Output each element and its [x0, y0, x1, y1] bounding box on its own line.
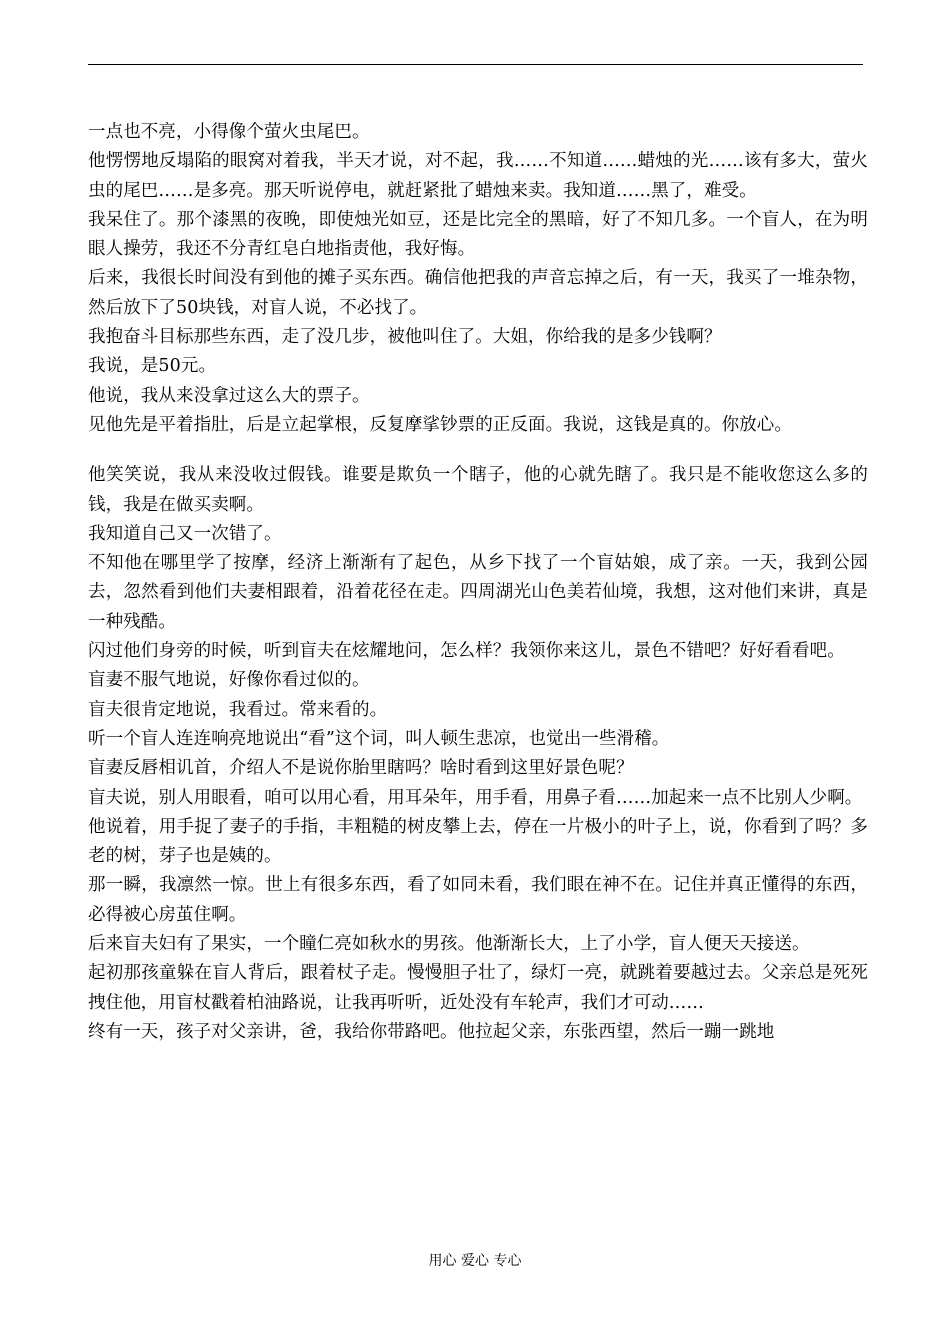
paragraph-22: 终有一天，孩子对父亲讲，爸，我给你带路吧。他拉起父亲，东张西望，然后一蹦一跳地	[88, 1021, 775, 1042]
paragraph-19: 那一瞬，我凛然一惊。世上有很多东西，看了如同未看，我们眼在神不在。记住并真正懂得的东西，必得被心房茧住啊。	[88, 875, 868, 925]
paragraph-3: 我呆住了。那个漆黑的夜晚，即使烛光如豆，还是比完全的黑暗，好了不知几多。一个盲人，在为明眼人操劳，我还不分青红皂白地指责他，我好悔。	[88, 209, 868, 260]
paragraph-13: 盲妻不服气地说，好像你看过似的。	[88, 670, 370, 691]
paragraph-1: 一点也不亮，小得像个萤火虫尾巴。	[88, 122, 370, 142]
paragraph-10: 我知道自己又一次错了。	[88, 523, 282, 544]
paragraph-4: 后来，我很长时间没有到他的摊子买东西。确信他把我的声音忘掉之后，有一天，我买了一堆杂物，然后放下了50块钱，对盲人说，不必找了。	[88, 268, 868, 318]
paragraph-2: 他愣愣地反塌陷的眼窝对着我，半天才说，对不起，我……不知道……蜡烛的光……该有多大，萤火虫的尾巴……是多亮。那天听说停电，就赶紧批了蜡烛来卖。我知道……黑了，难受。	[88, 151, 868, 201]
body-text	[88, 118, 868, 1047]
paragraph-21: 起初那孩童躲在盲人背后，跟着杖子走。慢慢胆子壮了，绿灯一亮，就跳着要越过去。父亲总是死死拽住他，用盲杖戳着柏油路说，让我再听听，近处没有车轮声，我们才可动……	[88, 963, 868, 1013]
header-rule	[88, 64, 863, 65]
paragraph-6: 我说，是50元。	[88, 356, 217, 377]
paragraph-12: 闪过他们身旁的时候，听到盲夫在炫耀地问，怎么样？我领你来这儿，景色不错吧？好好看看吧。	[88, 641, 845, 662]
paragraph-5: 我抱奋斗目标那些东西，走了没几步，被他叫住了。大姐，你给我的是多少钱啊？	[88, 327, 722, 348]
paragraph-16: 盲妻反唇相讥首，介绍人不是说你胎里瞎吗？啥时看到这里好景色呢？	[88, 758, 634, 779]
paragraph-14: 盲夫很肯定地说，我看过。常来看的。	[88, 699, 388, 720]
paragraph-17: 盲夫说，别人用眼看，咱可以用心看，用耳朵年，用手看，用鼻子看……加起来一点不比别人少啊。	[88, 787, 863, 808]
paragraph-15: 听一个盲人连连响亮地说出“看”这个词，叫人顿生悲凉，也觉出一些滑稽。	[88, 728, 670, 749]
paragraph-7: 他说，我从来没拿过这么大的票子。	[88, 385, 370, 406]
paragraph-9: 他笑笑说，我从来没收过假钱。谁要是欺负一个瞎子，他的心就先瞎了。我只是不能收您这么多的钱，我是在做买卖啊。	[88, 465, 868, 515]
paragraph-8: 见他先是平着指肚，后是立起掌根，反复摩挲钞票的正反面。我说，这钱是真的。你放心。	[88, 414, 792, 435]
page-footer: 用心 爱心 专心	[428, 1253, 522, 1269]
paragraph-20: 后来盲夫妇有了果实，一个瞳仁亮如秋水的男孩。他渐渐长大，上了小学，盲人便天天接送。	[88, 934, 810, 955]
paragraph-18: 他说着，用手捉了妻子的手指，丰粗糙的树皮攀上去，停在一片极小的叶子上，说，你看到了吗？多老的树，芽子也是姨的。	[88, 816, 868, 867]
paragraph-11: 不知他在哪里学了按摩，经济上渐渐有了起色，从乡下找了一个盲姑娘，成了亲。一天，我到公园去，忽然看到他们夫妻相跟着，沿着花径在走。四周湖光山色美若仙境，我想，这对他们来讲，真是一种残酷。	[88, 553, 868, 632]
